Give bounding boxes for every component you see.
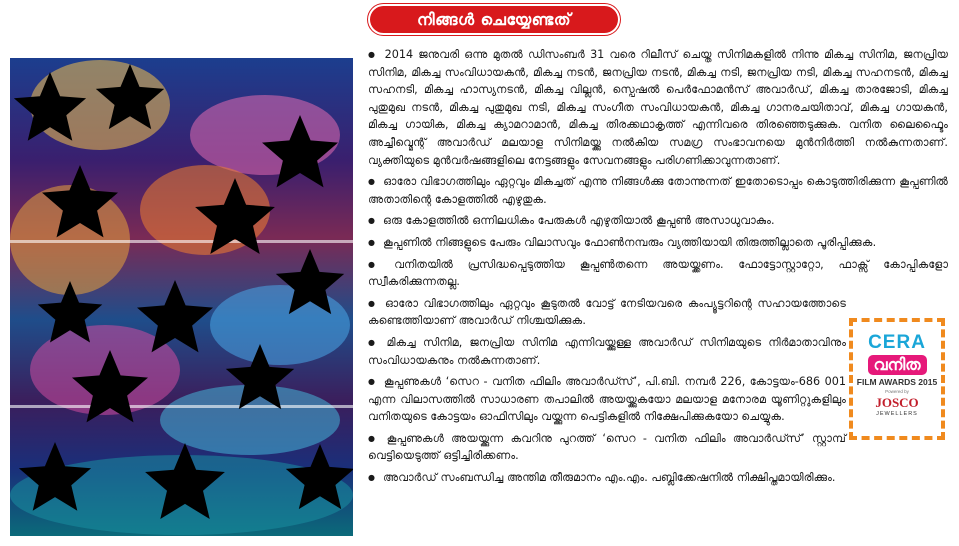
portrait-face [302,275,319,295]
star-frame [137,280,213,352]
bullet-icon: ● [368,177,376,187]
portrait-face [252,370,269,390]
cera-vanitha-film-awards-logo [849,318,945,440]
star-frame [96,64,164,129]
portrait-face [41,99,58,120]
portrait-face [291,144,309,166]
bullet-icon: ● [368,433,379,443]
star-frame [42,165,118,237]
portrait-face [166,309,184,331]
star-frame [276,249,344,314]
portrait-face [46,469,63,490]
logo-sponsor: JOSCO [875,395,919,410]
bullet-icon: ● [368,237,375,247]
rule-item: ● കൂപ്പണുകൾ അയയ്ക്കുന്ന കവറിനു പുറത്ത് ‘സെറ - വനിത ഫിലിം അവാർഡ്സ്’ സ്റ്റാമ്പ് വെട്ടിയെടുത്ത് ഒട്ടിച്ചിരിക്കണം. [368,431,847,463]
star-frame [38,281,103,343]
star-frame [262,115,338,187]
rule-item: ● ഓരോ വിഭാഗത്തിലും ഏറ്റവും കൂടുതൽ വോട്ട് നേടിയവരെ കംപ്യൂട്ടറിന്റെ സഹായത്തോടെ കണ്ടെത്തിയാണ് അവാർഡ് നിശ്ചയിക്കുക. [368,296,846,328]
rule-item: ● കൂപ്പണുകൾ ‘സെറ - വനിത ഫിലിം അവാർഡ്സ്’, പി.ബി. നമ്പർ 226, കോട്ടയം-686 001 എന്ന വിലാസത്തിൽ സാധാരണ തപാലിൽ അയയ്ക്കുകയോ മലയാള മനോരമ യൂണിറ്റുകളിലും വനിതയുടെ കോട്ടയം ഓഫിസിലും വയ്ക്കുന്ന പെട്ടികളിൽ നിക്ഷേപിക്കുകയോ ചെയ്യുക. [368,375,846,424]
rule-item: ● മികച്ച സിനിമ, ജനപ്രിയ സിനിമ എന്നിവയ്ക്കുള്ള അവാർഡ് സിനിമയുടെ നിർമാതാവിനും സംവിധായകനും നൽകുന്നതാണ്. [368,335,847,367]
portrait-face [175,473,194,497]
portrait-face [312,470,329,490]
star-frame [286,444,353,509]
logo-brand: CERA [868,332,926,353]
page-heading: നിങ്ങൾ ചെയ്യേണ്ടത് [370,6,618,33]
rule-item: ● ഒരു കോളത്തിൽ ഒന്നിലധികം പേരുകൾ എഴുതിയാൽ കൂപ്പൺ അസാധുവാകും. [368,214,775,228]
logo-subtitle: FILM AWARDS 2015 [856,377,938,387]
star-frame [145,443,225,519]
portrait-face [62,305,78,324]
star-frame [226,344,294,409]
portrait-face [122,90,139,110]
bullet-icon: ● [368,337,379,347]
rule-item: ● വനിതയിൽ പ്രസിദ്ധപ്പെടുത്തിയ കൂപ്പൺതന്നെ അയയ്ക്കണം. ഫോട്ടോസ്റ്റാറ്റോ, ഫാക്സ് കോപ്പികളോ സ്വീകരിക്കുന്നതല്ല. [368,257,948,289]
rule-item: ● കൂപ്പണിൽ നിങ്ങളുടെ പേരും വിലാസവും ഫോൺനമ്പരും വ്യത്തിയായി തിരുത്തില്ലാതെ പൂരിപ്പിക്കുക. [368,235,877,249]
logo-sponsor-sub: JEWELLERS [876,411,918,417]
star-frames [10,55,353,536]
rule-item: ● 2014 ജനുവരി ഒന്നു മുതൽ ഡിസംബർ 31 വരെ റിലീസ് ചെയ്ത സിനിമകളിൽ നിന്നു മികച്ച സിനിമ, ജനപ്രിയ സിനിമ, മികച്ച സംവിധായകൻ, മികച്ച നടൻ, ജനപ്രിയ നടൻ, മികച്ച നടി, ജനപ്രിയ നടി, മികച്ച സഹനടൻ, മികച്ച സഹനടി, മികച്ച ഹാസ്യനടൻ, മികച്ച വില്ലൻ, സ്പെഷൽ പെർഫോമൻസ് അവാർഡ്, മികച്ച താരജോടി, മികച്ച പുതുമുഖ നടൻ, മികച്ച പുതുമുഖ നടി, മികച്ച സംഗീത സംവിധായകൻ, മികച്ച ഗാനരചയിതാവ്, മികച്ച ഗായകൻ, മികച്ച ഗായിക, മികച്ച ക്യാമറാമാൻ, മികച്ച തിരക്കഥാകൃത്ത് എന്നിവരെ തിരഞ്ഞെടുക്കുക. വനിത ലൈഫ്ടൈം അച്ചീവ്മെന്റ് അവാർഡ് മലയാള സിനിമയ്ക്കു നൽകിയ സമഗ്ര സംഭാവനയെ മുൻനിർത്തി നൽകുന്നതാണ്. വ്യക്തിയുടെ മുൻവർഷങ്ങളിലെ നേട്ടങ്ങളും സേവനങ്ങളും പരിഗണിക്കാവുന്നതാണ്. [368,48,948,167]
bullet-icon: ● [368,377,376,387]
bullet-icon: ● [368,50,377,59]
logo-title: വനിത [868,355,927,375]
bullet-icon: ● [368,473,375,483]
bullet-icon: ● [368,216,375,226]
rule-item: ● ഓരോ വിഭാഗത്തിലും ഏറ്റവും മികച്ചത് എന്നു നിങ്ങൾക്കു തോന്നുന്നത് ഇതോടൊപ്പം കൊടുത്തിരിക്കുന്ന കൂപ്പണിൽ അതാതിന്റെ കോളത്തിൽ എഴുതുക. [368,175,948,206]
star-frame [195,178,275,254]
bullet-icon: ● [368,259,387,269]
portrait-face [225,208,244,232]
portrait-face [71,194,89,216]
star-frame [14,72,86,141]
logo-powered-by: Powered by [885,389,909,394]
star-frame [72,350,148,422]
star-frame [19,442,91,511]
bullet-icon: ● [368,298,377,308]
rule-item: ● അവാർഡ് സംബന്ധിച്ച അന്തിമ തീരുമാനം എം.എം. പബ്ലിക്കേഷനിൽ നിക്ഷിപ്തമായിരിക്കും. [368,471,836,485]
portrait-face [101,379,119,401]
